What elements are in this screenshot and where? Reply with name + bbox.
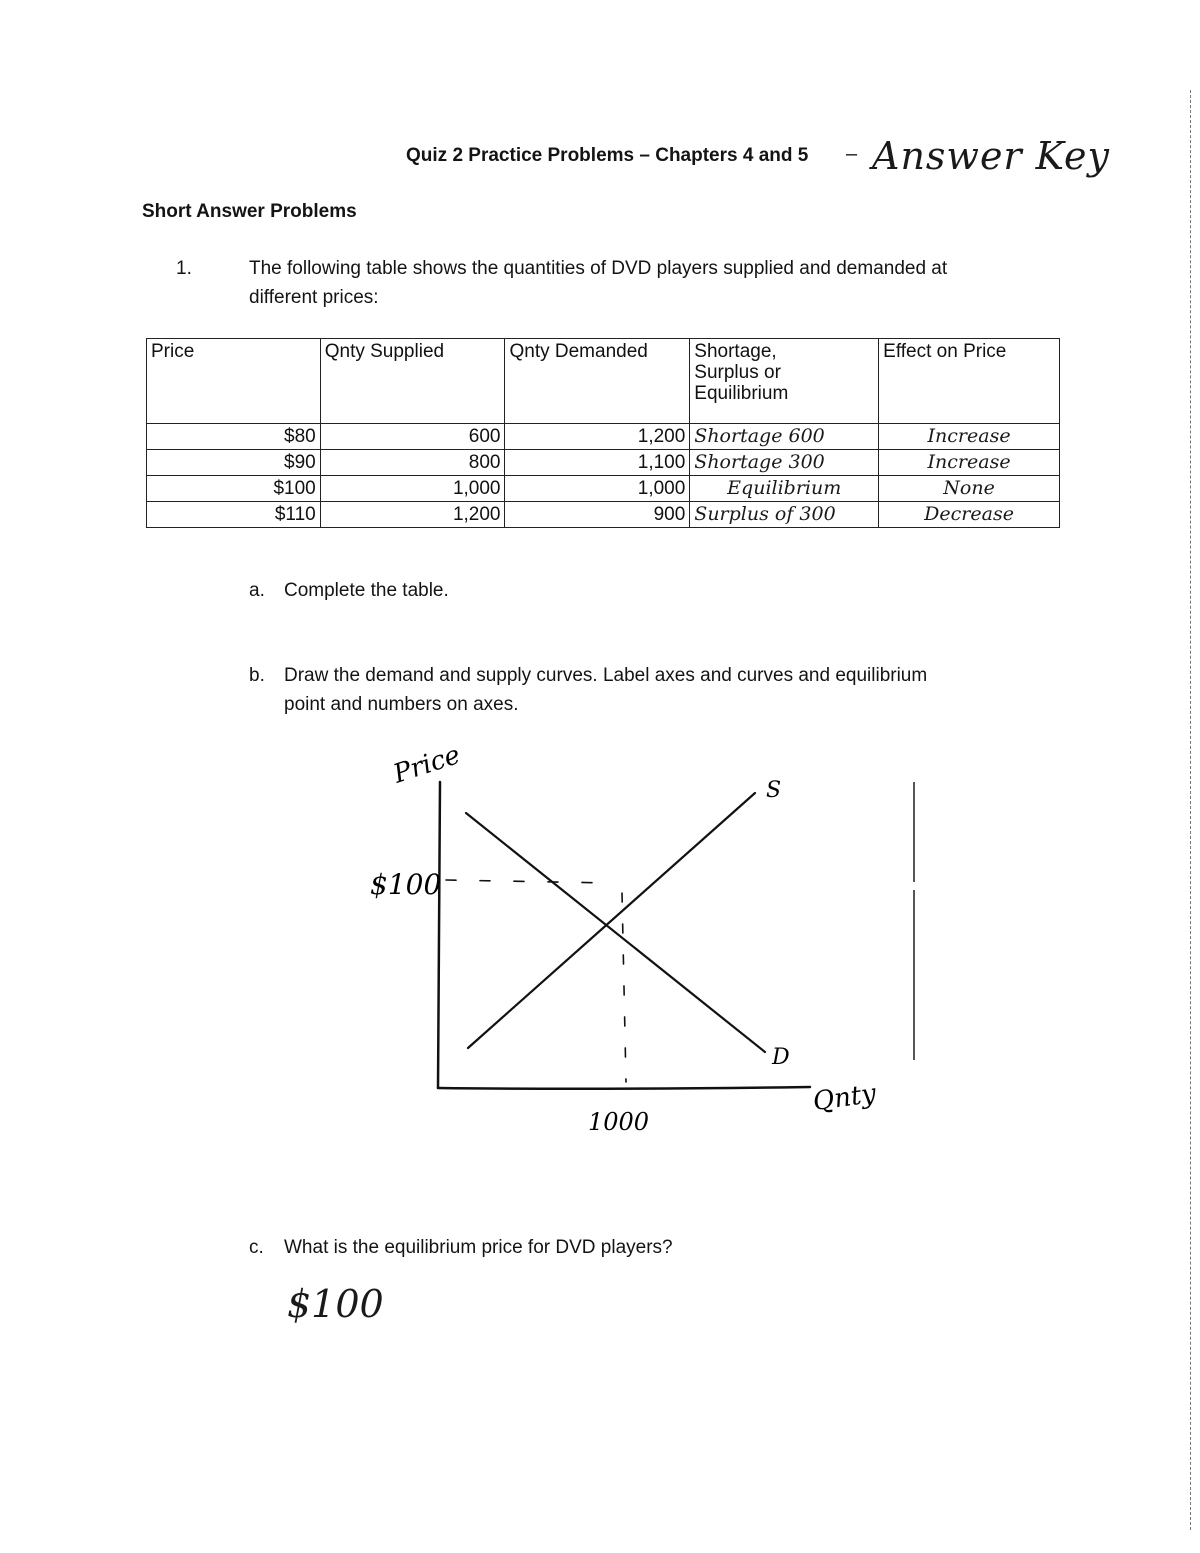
part-a-label: a. [249, 580, 265, 601]
cell-supplied: 800 [320, 450, 505, 476]
demand-label: D [772, 1045, 790, 1070]
header-qnty-supplied: Qnty Supplied [320, 339, 505, 424]
cell-supplied: 1,200 [320, 502, 505, 528]
scan-edge-line [1190, 90, 1191, 1530]
cell-demanded: 1,200 [505, 424, 690, 450]
header-status-line3: Equilibrium [694, 383, 789, 404]
part-c-label: c. [249, 1237, 264, 1258]
cell-status: Equilibrium [690, 476, 879, 502]
title-dash: – [846, 143, 858, 165]
page-title: Quiz 2 Practice Problems – Chapters 4 and 5 [406, 145, 809, 166]
part-a-text: Complete the table. [284, 580, 449, 601]
quantity-guide-line [622, 893, 626, 1082]
cell-effect: None [879, 476, 1060, 502]
cell-demanded: 1,000 [505, 476, 690, 502]
header-status-line2: Surplus or [694, 362, 781, 383]
question-text-line1: The following table shows the quantities of DVD players supplied and demanded at [249, 258, 948, 279]
cell-supplied: 600 [320, 424, 505, 450]
scan-mark [913, 782, 915, 882]
question-text-line2: different prices: [249, 287, 379, 308]
demand-curve [466, 813, 765, 1052]
x-axis-label: Qnty [811, 1078, 878, 1118]
cell-supplied: 1,000 [320, 476, 505, 502]
cell-effect: Decrease [879, 502, 1060, 528]
cell-demanded: 1,100 [505, 450, 690, 476]
section-title: Short Answer Problems [142, 201, 357, 222]
price-guide-line [446, 880, 612, 883]
cell-status: Surplus of 300 [690, 502, 879, 528]
part-b-text-line1: Draw the demand and supply curves. Label axes and curves and equilibrium [284, 665, 928, 686]
cell-effect: Increase [879, 424, 1060, 450]
cell-effect: Increase [879, 450, 1060, 476]
scan-mark [913, 890, 915, 1060]
quantity-tick-label: 1000 [588, 1108, 650, 1136]
y-axis-label: Price [389, 740, 464, 790]
cell-price: $100 [147, 476, 321, 502]
header-qnty-demanded: Qnty Demanded [505, 339, 690, 424]
cell-price: $80 [147, 424, 321, 450]
part-b-label: b. [249, 665, 265, 686]
header-effect: Effect on Price [879, 339, 1060, 424]
cell-price: $110 [147, 502, 321, 528]
cell-status: Shortage 300 [690, 450, 879, 476]
cell-status: Shortage 600 [690, 424, 879, 450]
header-price: Price [147, 339, 321, 424]
cell-price: $90 [147, 450, 321, 476]
answer-key-note: Answer Key [872, 134, 1110, 178]
cell-demanded: 900 [505, 502, 690, 528]
part-b-text-line2: point and numbers on axes. [284, 694, 519, 715]
price-tick-label: $100 [370, 868, 442, 901]
part-c-text: What is the equilibrium price for DVD players? [284, 1237, 673, 1258]
header-status-line1: Shortage, [694, 341, 777, 362]
y-axis [438, 782, 440, 1088]
supply-label: S [766, 778, 782, 803]
question-number: 1. [176, 258, 192, 279]
part-c-answer: $100 [287, 1282, 384, 1326]
x-axis [438, 1087, 810, 1089]
